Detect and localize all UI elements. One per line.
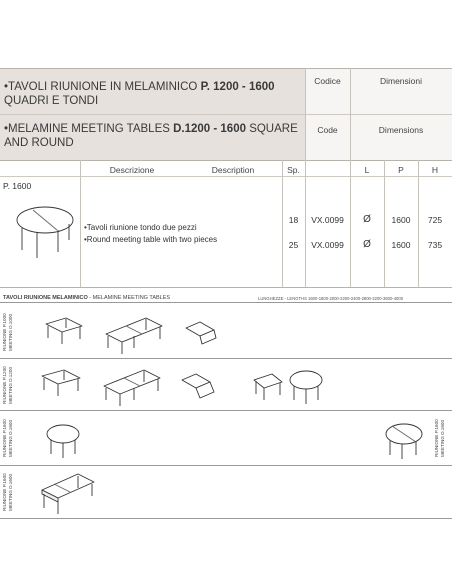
row2-sp: 25 xyxy=(288,240,299,250)
row2-h: 735 xyxy=(427,240,443,250)
code-header: Code xyxy=(317,125,338,135)
dimensioni-header: Dimensioni xyxy=(379,76,423,86)
title-italian: •TAVOLI RIUNIONE IN MELAMINICO P. 1200 - 1600 QUADRI E TONDI xyxy=(4,81,275,107)
row2-code: VX.0099 xyxy=(311,240,344,250)
table-1000-extended xyxy=(106,318,162,354)
lengths-label: LUNGHEZZE - LENGTHS 1600-1800-2000-2200-2400-2800-3200-3600-4000 xyxy=(258,296,404,301)
table-1000-square xyxy=(46,318,82,344)
table-1200-round xyxy=(290,371,322,404)
round-table-drawing xyxy=(17,207,73,258)
row1-sp: 18 xyxy=(288,215,299,225)
codice-header: Codice xyxy=(314,76,341,86)
table-1000-corner xyxy=(186,322,216,344)
table-1600-extended xyxy=(42,474,94,514)
composition-title: TAVOLI RIUNIONE MELAMINICO - MELAMINE MEETING TABLES xyxy=(3,295,171,301)
row1-h: 725 xyxy=(427,215,443,225)
table-1600-round-right xyxy=(386,424,422,459)
p-col: P xyxy=(398,165,404,175)
table-1200-square xyxy=(42,370,80,396)
row1-p: 1600 xyxy=(391,215,411,225)
dimensions-header: Dimensions xyxy=(378,125,424,135)
sp-col: Sp. xyxy=(287,165,300,175)
description-italian: •Tavoli riunione tondo due pezzi xyxy=(84,223,197,232)
descrizione-col: Descrizione xyxy=(109,165,155,175)
description-english: •Round meeting table with two pieces xyxy=(84,235,218,244)
table-1600-round-left xyxy=(47,425,79,458)
row2-diameter: Ø xyxy=(363,239,371,250)
row-label-1600: RIUNIONE P.1600 MEETING D.1600 xyxy=(2,419,13,457)
description-col: Description xyxy=(211,165,255,175)
row2-p: 1600 xyxy=(391,240,411,250)
row-label-right: RIUNIONE P.1600 MEETING D.1600 xyxy=(434,419,445,457)
l-col: L xyxy=(364,165,370,175)
row1-diameter: Ø xyxy=(363,214,371,225)
row-label-1200: RIUNIONE P.1200 MEETING D.1200 xyxy=(2,366,13,404)
row-label-1600-b: RIUNIONE P.1600 MEETING D.1600 xyxy=(2,473,13,511)
h-col: H xyxy=(431,165,439,175)
table-1200-corner xyxy=(182,374,214,398)
table-1200-extended xyxy=(104,370,160,406)
product-size-label: P. 1600 xyxy=(3,181,32,191)
row1-code: VX.0099 xyxy=(311,215,344,225)
table-1200-round-split xyxy=(254,374,282,400)
row-label-1000: RIUNIONE P.1000 MEETING D.1000 xyxy=(2,313,13,351)
title-english: •MELAMINE MEETING TABLES D.1200 - 1600 SQUARE AND ROUND xyxy=(4,123,298,149)
